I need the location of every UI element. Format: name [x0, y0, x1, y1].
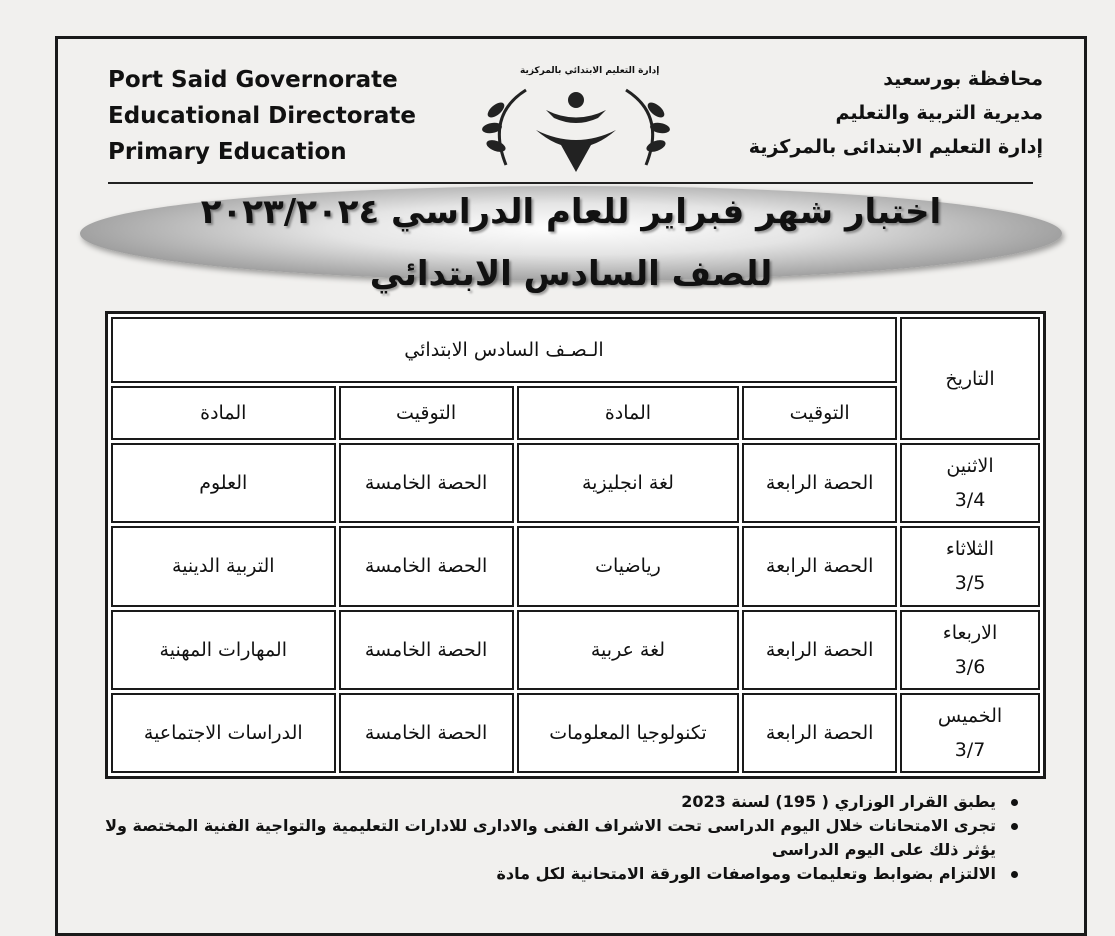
period-cell: الحصة الرابعة: [742, 526, 897, 606]
subject-cell: لغة عربية: [517, 610, 740, 690]
subject-cell: المهارات المهنية: [111, 610, 336, 690]
table-row: [111, 693, 1040, 773]
period-cell: الحصة الرابعة: [742, 610, 897, 690]
date-cell: [900, 526, 1040, 606]
column-header-subject: المادة: [111, 386, 336, 440]
note-item: [90, 814, 1020, 862]
table-row: [111, 610, 1040, 690]
governorate-ar: محافظة بورسعيد: [883, 68, 1043, 90]
period-cell: الحصة الرابعة: [742, 443, 897, 523]
education-logo-icon: [466, 70, 686, 176]
exam-title: اختبار شهر فبراير للعام الدراسي ٢٠٢٣/٢٠٢٤: [200, 192, 942, 232]
day-name: الاثنين: [946, 455, 994, 478]
date-value: 3/7: [954, 738, 986, 761]
date-header: التاريخ: [900, 317, 1040, 440]
directorate-ar: مديرية التربية والتعليم: [835, 102, 1043, 124]
period-cell: الحصة الخامسة: [339, 526, 514, 606]
period-cell: الحصة الخامسة: [339, 693, 514, 773]
note-text: الالتزام بضوابط وتعليمات ومواصفات الورقة الامتحانية لكل مادة: [496, 864, 996, 883]
subject-cell: لغة انجليزية: [517, 443, 740, 523]
table-row: [111, 443, 1040, 523]
period-cell: الحصة الخامسة: [339, 610, 514, 690]
bullet-icon: [1011, 823, 1018, 830]
subject-cell: رياضيات: [517, 526, 740, 606]
subject-cell: العلوم: [111, 443, 336, 523]
column-header-time: التوقيت: [742, 386, 897, 440]
day-name: الخميس: [937, 704, 1003, 727]
note-text: تجرى الامتحانات خلال اليوم الدراسى تحت الاشراف الفنى والادارى للادارات التعليمية والتواجية الفنية المختصة ولا يؤثر ذلك على اليوم الدراسى: [105, 816, 996, 859]
period-cell: الحصة الرابعة: [742, 693, 897, 773]
note-item: [90, 790, 1020, 814]
english-header: [108, 62, 416, 170]
date-cell: [900, 610, 1040, 690]
department-en: Primary Education: [108, 139, 347, 165]
directorate-en: Educational Directorate: [108, 103, 416, 129]
logo-caption: إدارة التعليم الابتدائي بالمركزية: [520, 66, 660, 76]
subject-cell: التربية الدينية: [111, 526, 336, 606]
note-item: [90, 862, 1020, 886]
bullet-icon: [1011, 799, 1018, 806]
column-header-time: التوقيت: [339, 386, 514, 440]
exam-schedule-table: [105, 311, 1046, 779]
table-row: [111, 526, 1040, 606]
date-value: 3/5: [954, 572, 986, 595]
grade-header: الـصـف السادس الابتدائي: [111, 317, 897, 383]
column-header-subject: المادة: [517, 386, 740, 440]
notes-list: [90, 790, 1020, 886]
date-value: 3/4: [954, 489, 986, 512]
grade-title: للصف السادس الابتدائي: [369, 254, 773, 294]
governorate-en: Port Said Governorate: [108, 67, 398, 93]
department-ar: إدارة التعليم الابتدائى بالمركزية: [748, 136, 1043, 158]
date-value: 3/6: [954, 655, 986, 678]
period-cell: الحصة الخامسة: [339, 443, 514, 523]
arabic-header: [749, 62, 1043, 164]
day-name: الثلاثاء: [945, 538, 995, 561]
subject-cell: تكنولوجيا المعلومات: [517, 693, 740, 773]
bullet-icon: [1011, 871, 1018, 878]
note-text: يطبق القرار الوزاري ( 195) لسنة 2023: [681, 792, 996, 811]
subject-cell: الدراسات الاجتماعية: [111, 693, 336, 773]
date-cell: [900, 443, 1040, 523]
date-cell: [900, 693, 1040, 773]
header-divider: [108, 182, 1033, 184]
day-name: الاربعاء: [942, 621, 998, 644]
